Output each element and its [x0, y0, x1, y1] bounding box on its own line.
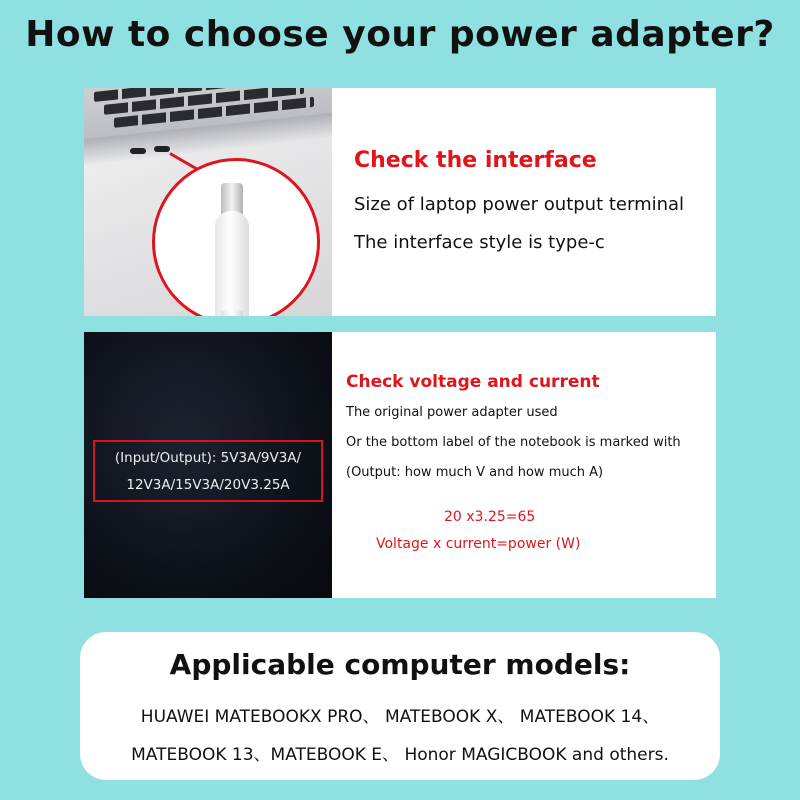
interface-text-1: Size of laptop power output terminal — [354, 194, 685, 215]
models-line-1: HUAWEI MATEBOOKX PRO、 MATEBOOK X、 MATEBOOK 14、 — [140, 707, 660, 727]
rating-line-2: 12V3A/15V3A/20V3.25A — [126, 477, 290, 493]
usb-c-port-icon — [130, 148, 146, 154]
usb-c-port-icon — [154, 146, 170, 152]
voltage-text-3: (Output: how much V and how much A) — [346, 465, 604, 480]
rating-line-1: (Input/Output): 5V3A/9V3A/ — [114, 450, 302, 466]
voltage-heading: Check voltage and current — [346, 372, 600, 392]
cable-wire — [221, 311, 243, 316]
voltage-text-2: Or the bottom label of the notebook is marked with — [346, 435, 681, 450]
voltage-text-1: The original power adapter used — [346, 405, 558, 420]
power-formula: 20 x3.25=65 — [444, 509, 536, 525]
interface-text-2: The interface style is type-c — [354, 232, 605, 253]
models-heading: Applicable computer models: — [169, 648, 631, 681]
page-title: How to choose your power adapter? — [25, 14, 775, 55]
power-formula-caption: Voltage x current=power (W) — [376, 536, 581, 552]
voltage-card — [84, 332, 716, 598]
models-panel — [80, 632, 720, 780]
type-c-cable-icon — [215, 211, 249, 316]
type-c-plug-zoom — [152, 158, 320, 316]
interface-card — [84, 88, 716, 316]
adapter-label-photo — [84, 332, 332, 598]
models-line-2: MATEBOOK 13、MATEBOOK E、 Honor MAGICBOOK and others. — [131, 745, 669, 765]
interface-heading: Check the interface — [354, 148, 597, 173]
laptop-port-photo — [84, 88, 332, 316]
adapter-rating-label — [93, 440, 323, 502]
